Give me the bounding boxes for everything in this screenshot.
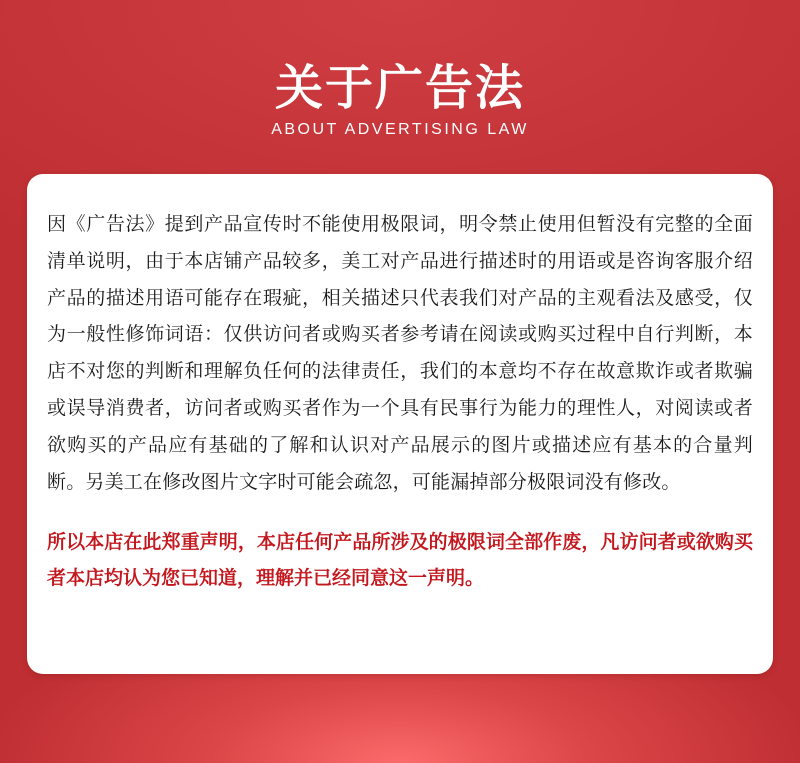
page-title: 关于广告法 xyxy=(274,60,525,116)
page-subtitle: ABOUT ADVERTISING LAW xyxy=(271,121,529,138)
declaration-notice: 所以本店在此郑重声明，本店任何产品所涉及的极限词全部作废，凡访问者或欲购买者本店均认为您已知道，理解并已经同意这一声明。 xyxy=(47,531,753,590)
header xyxy=(0,58,800,140)
disclaimer-paragraph: 因《广告法》提到产品宣传时不能使用极限词，明令禁止使用但暂没有完整的全面清单说明，由于本店铺产品较多，美工对产品进行描述时的用语或是咨询客服介绍产品的描述用语可能存在瑕疵，相关描述只代表我们对产品的主观看法及感受，仅为一般性修饰词语：仅供访问者或购买者参考请在阅读或购买过程中自行判断，本店不对您的判断和理解负任何的法律责任，我们的本意均不存在故意欺诈或者欺骗或误导消费者，访问者或购买者作为一个具有民事行为能力的理性人，对阅读或者欲购买的产品应有基础的了解和认识对产品展示的图片或描述应有基本的合量判断。另美工在修改图片文字时可能会疏忽，可能漏掉部分极限词没有修改。 xyxy=(47,213,753,493)
content-card xyxy=(27,174,773,674)
